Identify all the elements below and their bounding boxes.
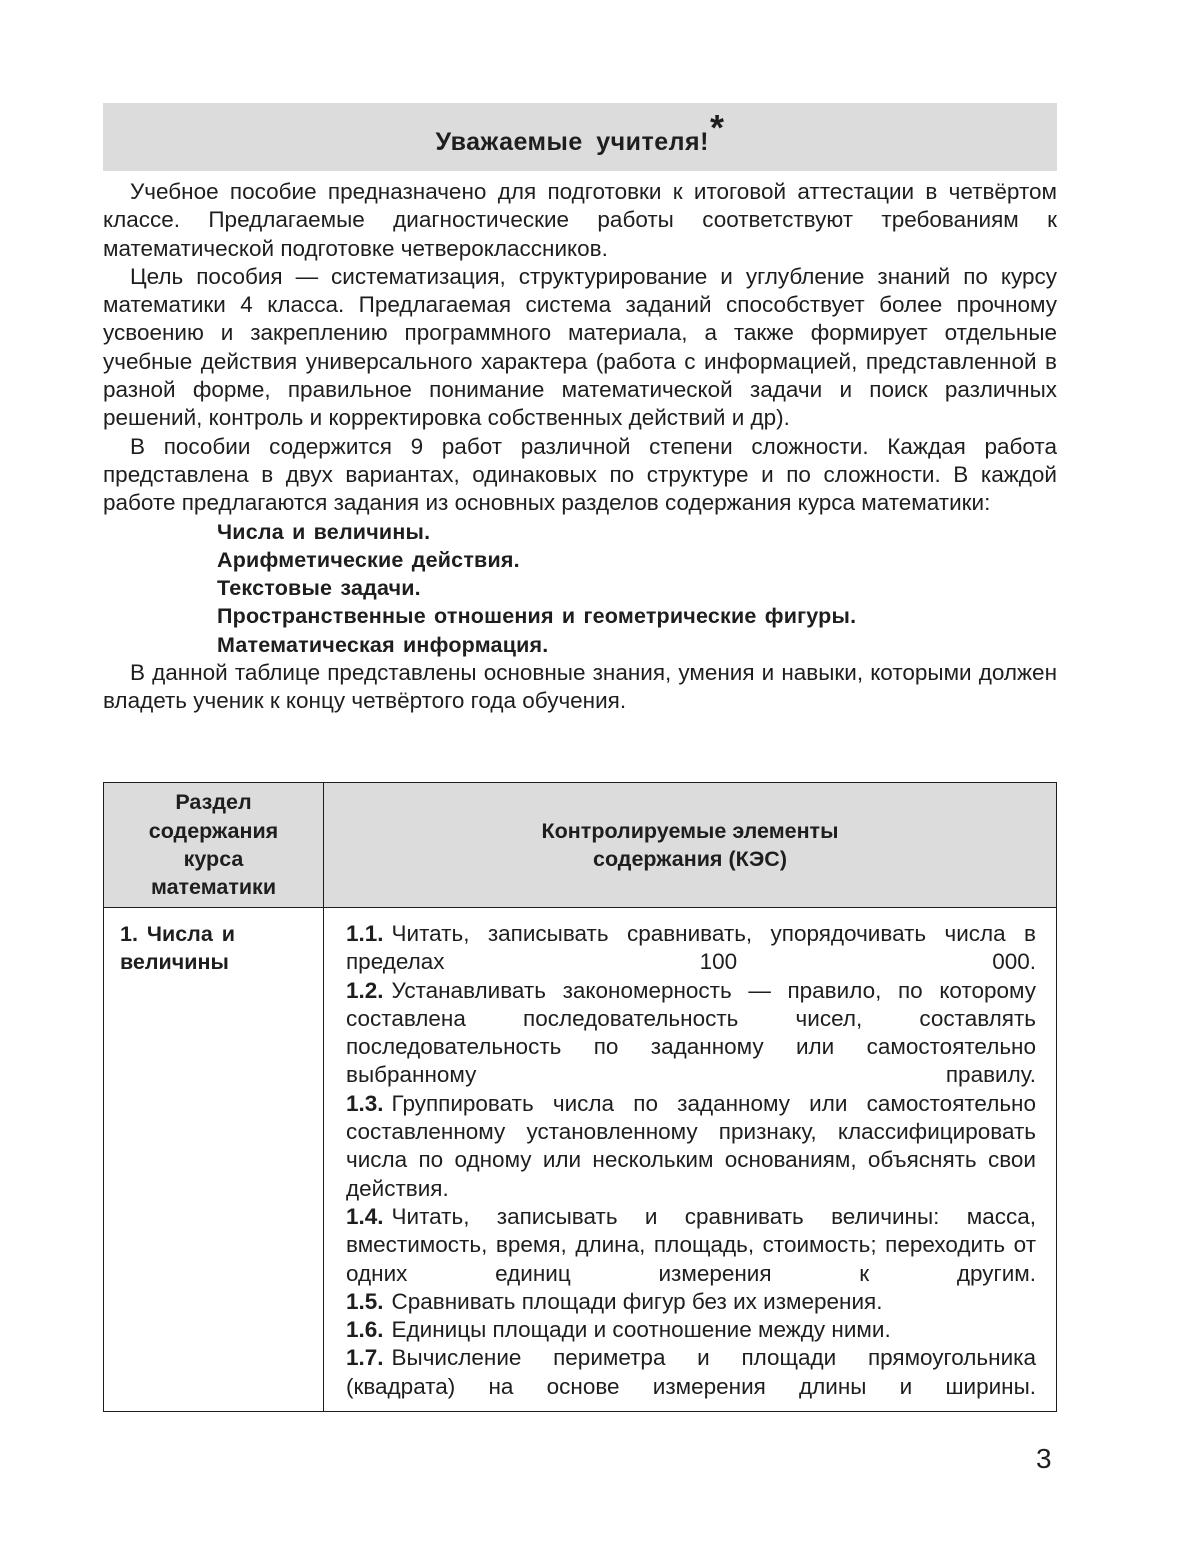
kes-number: 1.2.: [346, 977, 384, 1003]
kes-text: Единицы площади и соотношение между ними.: [391, 1317, 891, 1343]
content-section-item: Текстовые задачи.: [217, 576, 421, 601]
kes-cell: [324, 908, 1057, 1412]
kes-number: 1.5.: [346, 1288, 384, 1314]
intro-paragraph-1: Учебное пособие предназначено для подготовки к итоговой аттестации в четвёртом классе. Предлагаемые диагностические работы соответствуют требованиям к математической подготовке четвероклассников.: [103, 179, 1057, 261]
kes-text: Группировать числа по заданному или самостоятельно составленному установленному признаку, классифицировать числа по одному или нескольким основаниям, объяснять свои действия.: [346, 1090, 1036, 1201]
kes-text: Читать, записывать сравнивать, упорядочивать числа в пределах 100 000.: [346, 921, 1036, 975]
intro-text: [103, 178, 1057, 716]
intro-paragraph-3: В пособии содержится 9 работ различной степени сложности. Каждая работа представлена в двух вариантах, одинаковых по структуре и по сложности. В каждой работе предлагаются задания из основных разделов содержания курса математики:: [103, 433, 1057, 516]
table-row: [104, 908, 1057, 1412]
content-sections-list: [103, 518, 1057, 659]
kes-item: [346, 1090, 1036, 1203]
kes-item: [346, 1203, 1036, 1288]
kes-item: [346, 920, 1036, 977]
page-number: 3: [1036, 1443, 1052, 1474]
kes-number: 1.6.: [346, 1317, 384, 1343]
footnote-asterisk: *: [709, 107, 725, 148]
kes-item: [346, 1344, 1036, 1401]
table-header-row: [104, 783, 1057, 908]
intro-paragraph-4: В данной таблице представлены основные знания, умения и навыки, которыми должен владеть ученик к концу четвёртого года обучения.: [103, 660, 1057, 714]
page-title-box: [103, 103, 1057, 171]
kes-text: Вычисление периметра и площади прямоугольника (квадрата) на основе измерения длины и ширины.: [346, 1345, 1036, 1399]
section-cell: 1. Числа и величины: [104, 908, 324, 1412]
kes-item: [346, 977, 1036, 1090]
kes-number: 1.3.: [346, 1090, 384, 1116]
content-section-item: Арифметические действия.: [217, 547, 520, 572]
kes-text: Читать, записывать и сравнивать величины: масса, вместимость, время, длина, площадь, стоимость; переходить от одних единиц измерения к другим.: [346, 1203, 1036, 1286]
header-section: Раздел содержания курса математики: [104, 783, 324, 908]
kes-number: 1.1.: [346, 921, 384, 946]
intro-paragraph-2: Цель пособия — систематизация, структурирование и углубление знаний по курсу математики 4 класса. Предлагаемая система заданий способствует более прочному усвоению и закреплению программного материала, а также формирует отдельные учебные действия универсального характера (работа с информацией, представленной в разной форме, правильное понимание математической задачи и поиск различных решений, контроль и корректировка собственных действий и др).: [103, 263, 1057, 431]
content-section-item: Числа и величины.: [217, 519, 431, 544]
kes-number: 1.7.: [346, 1345, 384, 1371]
content-section-item: Пространственные отношения и геометрические фигуры.: [217, 604, 857, 629]
kes-item: [346, 1288, 1036, 1316]
header-kes: Контролируемые элементы содержания (КЭС): [324, 783, 1057, 908]
content-section-item: Математическая информация.: [217, 632, 549, 657]
kes-number: 1.4.: [346, 1203, 384, 1229]
page-title: Уважаемые учителя!: [435, 128, 709, 156]
kes-item: [346, 1316, 1036, 1344]
kes-table: [103, 782, 1057, 1412]
kes-text: Сравнивать площади фигур без их измерения.: [391, 1288, 883, 1314]
kes-text: Устанавливать закономерность — правило, по которому составлена последовательность чисел, составлять последовательность по заданному или самостоятельно выбранному правилу.: [346, 977, 1036, 1088]
